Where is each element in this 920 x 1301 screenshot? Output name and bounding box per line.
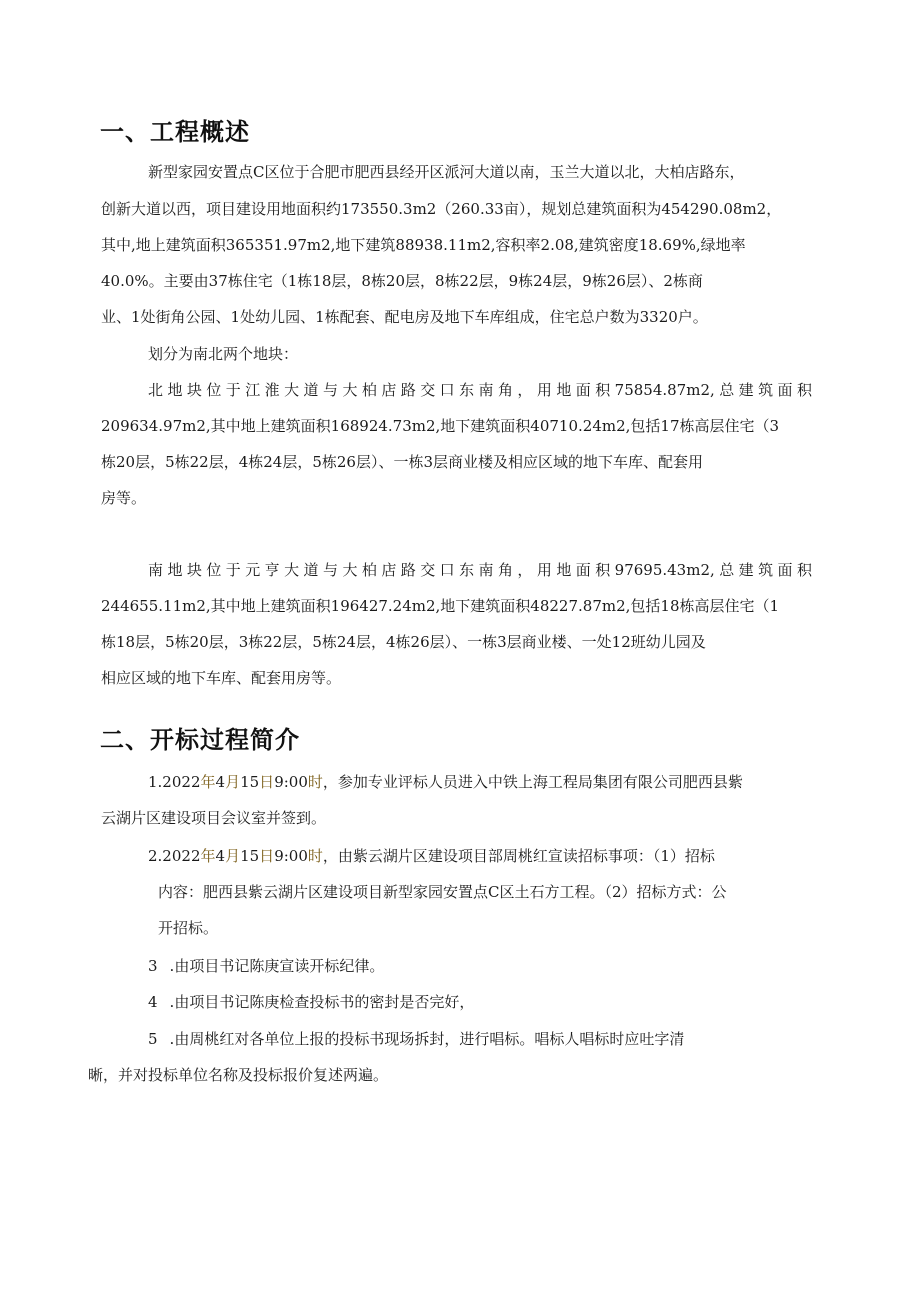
paragraph-line: 业、1处街角公园、1处幼儿园、1栋配套、配电房及地下车库组成，住宅总户数为3320户。: [101, 308, 708, 326]
paragraph-line: 相应区域的地下车库、配套用房等。: [101, 669, 342, 687]
paragraph-line: 244655.11m2,其中地上建筑面积196427.24m2,地下建筑面积48227.87m2,包括18栋高层住宅（1: [101, 597, 780, 615]
paragraph-line: 南地块位于元亨大道与大柏店路交口东南角，用地面积97695.43m2,总建筑面积: [148, 561, 812, 579]
list-item: 3 .由项目书记陈庚宣读开标纪律。: [148, 957, 385, 975]
paragraph-line: 云湖片区建设项目会议室并签到。: [101, 809, 327, 827]
paragraph-line: 其中,地上建筑面积365351.97m2,地下建筑88938.11m2,容积率2.08,建筑密度18.69%,绿地率: [101, 236, 746, 254]
paragraph-line: 内容：肥西县紫云湖片区建设项目新型家园安置点C区土石方工程。（2）招标方式：公: [158, 883, 727, 901]
paragraph-line: 创新大道以西，项目建设用地面积约173550.3m2（260.33亩），规划总建筑面积为454290.08m2，: [101, 200, 782, 218]
paragraph-line: 40.0%。主要由37栋住宅（1栋18层，8栋20层，8栋22层，9栋24层，9栋26层）、2栋商: [101, 272, 703, 290]
paragraph-line: 新型家园安置点C区位于合肥市肥西县经开区派河大道以南，玉兰大道以北，大柏店路东，: [148, 163, 745, 181]
paragraph-line: 北地块位于江淮大道与大柏店路交口东南角，用地面积75854.87m2,总建筑面积: [148, 381, 812, 399]
list-item: 4 .由项目书记陈庚检查投标书的密封是否完好，: [148, 993, 475, 1011]
section-heading-bid-opening: 二、开标过程简介: [100, 726, 300, 754]
list-item: 2.2022年4月15日9:00时，由紫云湖片区建设项目部周桃红宣读招标事项：（1）招标: [148, 847, 715, 865]
section-heading-overview: 一、工程概述: [100, 118, 250, 146]
paragraph-line: 划分为南北两个地块：: [148, 345, 299, 363]
paragraph-line: 209634.97m2,其中地上建筑面积168924.73m2,地下建筑面积40710.24m2,包括17栋高层住宅（3: [101, 417, 780, 435]
paragraph-line: 开招标。: [158, 919, 219, 937]
paragraph-line: 房等。: [101, 489, 147, 507]
paragraph-line: 栋18层，5栋20层，3栋22层，5栋24层，4栋26层）、一栋3层商业楼、一处12班幼儿园及: [101, 633, 706, 651]
list-item: 5 .由周桃红对各单位上报的投标书现场拆封，进行唱标。唱标人唱标时应吐字清: [148, 1030, 685, 1048]
paragraph-line: 栋20层，5栋22层，4栋24层，5栋26层）、一栋3层商业楼及相应区域的地下车库、配套用: [101, 453, 704, 471]
paragraph-line: 晰，并对投标单位名称及投标报价复述两遍。: [88, 1066, 389, 1084]
list-item: 1.2022年4月15日9:00时，参加专业评标人员进入中铁上海工程局集团有限公司肥西县紫: [148, 773, 743, 791]
